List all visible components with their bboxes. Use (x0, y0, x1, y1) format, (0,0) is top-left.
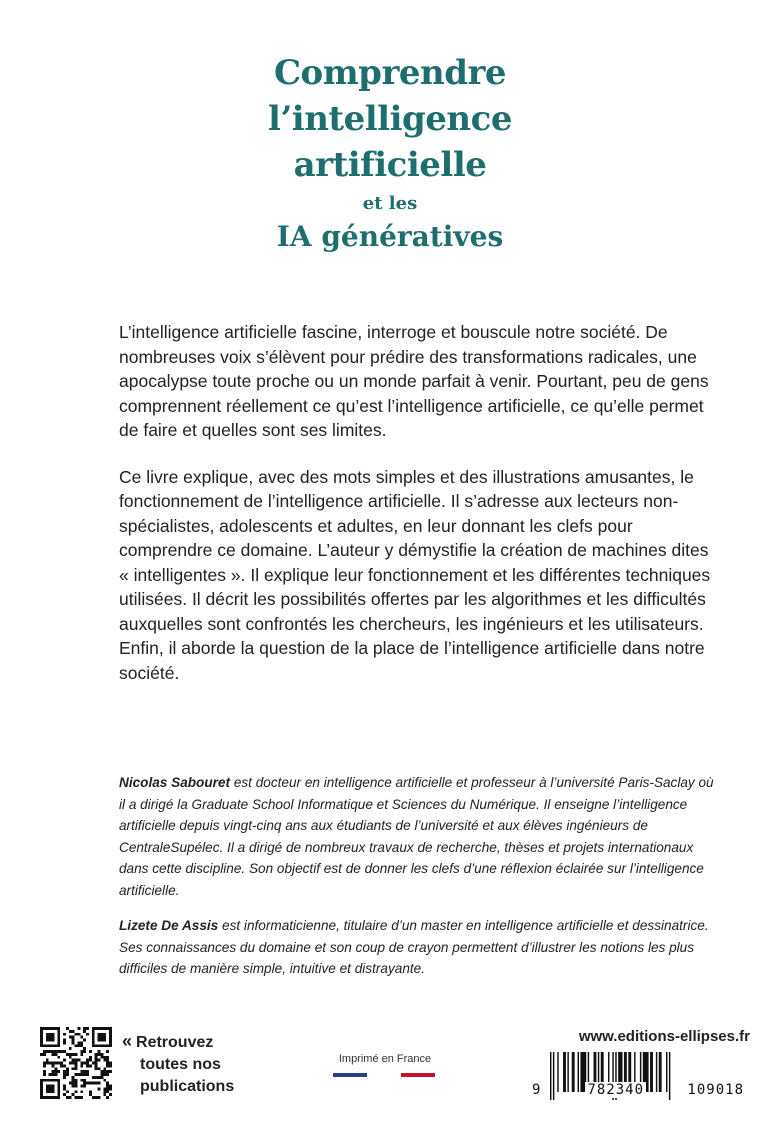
title-line-2: l’intelligence (268, 99, 512, 139)
illustrator-bio (119, 915, 719, 980)
blurb (119, 320, 719, 707)
promo-line-3: publications (140, 1078, 235, 1095)
title-line-3: artificielle (293, 145, 487, 185)
promo-line-1: Retrouvez (136, 1034, 214, 1051)
author-bio-text: est docteur en intelligence artificielle et professeur à l’université Paris-Saclay où il a dirigé la Graduate School Informatique et Sciences du Numérique. Il enseigne l’intelligence artificielle depuis vingt-cinq ans aux étudiants de l’université et aux élèves ingénieurs de CentraleSupélec. Il a dirigé de nombreux travaux de recherche, thèses et projets internationaux dans cette discipline. Son objectif est de donner les clefs d’une réflexion éclairée sur l’intelligence artificielle. (119, 775, 714, 898)
isbn-lead-digit: 9 (532, 1082, 541, 1098)
author-bio (119, 772, 719, 901)
isbn-group-1: 782340 (587, 1082, 644, 1098)
title-line-4: et les (362, 193, 418, 214)
author-name: Nicolas Sabouret (119, 775, 231, 790)
blurb-paragraph-1: L’intelligence artificielle fascine, interroge et bouscule notre société. De nombreuses voix s’élèvent pour prédire des transformations radicales, une apocalypse toute proche ou un monde parfait à venir. Pourtant, peu de gens comprennent réellement ce qu’est l’intelligence artificielle, ce qu’elle permet de faire et quelles sont ses limites. (119, 322, 709, 440)
illustrator-name: Lizete De Assis (119, 918, 219, 933)
book-title (0, 50, 780, 256)
flag-stripe-blue (333, 1073, 367, 1077)
flag-stripe-red (401, 1073, 435, 1077)
qr-code-icon[interactable] (40, 1027, 112, 1099)
publications-promo (122, 1030, 242, 1098)
isbn-group-2: 109018 (687, 1082, 744, 1098)
title-line-1: Comprendre (273, 53, 507, 93)
promo-line-2: toutes nos (140, 1056, 221, 1073)
blurb-paragraph-2: Ce livre explique, avec des mots simples et des illustrations amusantes, le fonctionnement de l’intelligence artificielle. Il s’adresse aux lecteurs non-spécialistes, adolescents et adultes, en leur donnant les clefs pour comprendre ce domaine. L’auteur y démystifie la création de machines dites « intelligentes ». Il explique leur fonctionnement et les différentes techniques utilisées. Il décrit les possibilités offertes par les algorithmes et les difficultés auxquelles sont confrontés les chercheurs, les ingénieurs et les utilisateurs. Enfin, il aborde la question de la place de l’intelligence artificielle dans notre société. (119, 466, 711, 683)
publisher-website[interactable]: www.editions-ellipses.fr (578, 1028, 750, 1045)
isbn-digits (532, 1082, 746, 1098)
printed-in-france: Imprimé en France (338, 1053, 432, 1065)
illustrator-bio-text: est informaticienne, titulaire d’un master en intelligence artificielle et dessinatrice. Ses connaissances du domaine et son coup de crayon permettent d’illustrer les notions les plus difficiles de manière simple, intuitive et distrayante. (119, 918, 709, 976)
double-chevron-left-icon: « (122, 1031, 133, 1051)
title-line-5: IA génératives (276, 220, 504, 253)
bios (119, 772, 719, 994)
